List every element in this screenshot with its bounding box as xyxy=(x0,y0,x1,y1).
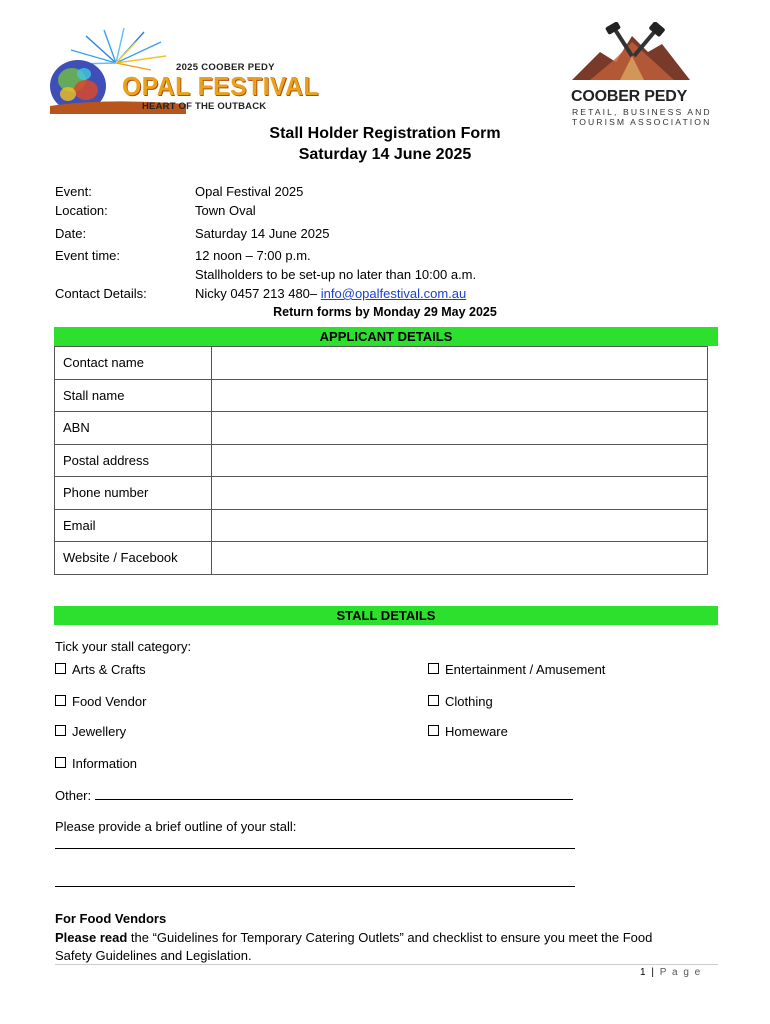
guidelines-text-2: Safety Guidelines and Legislation. xyxy=(55,947,252,963)
table-row xyxy=(55,379,708,412)
page-number-value: 1 xyxy=(640,967,648,978)
outline-input-line-2[interactable] xyxy=(55,873,575,887)
checkbox-label: Food Vendor xyxy=(72,694,147,709)
footer-divider xyxy=(55,964,718,965)
coober-pedy-association-logo xyxy=(570,22,692,82)
event-time-label: Event time: xyxy=(55,248,121,263)
association-name: COOBER PEDY xyxy=(571,88,688,105)
checkbox-food-vendor[interactable] xyxy=(55,694,146,709)
website-facebook-input[interactable] xyxy=(212,542,708,575)
other-label: Other: xyxy=(55,788,92,803)
outline-prompt: Please provide a brief outline of your stall: xyxy=(55,819,297,834)
mining-tools-icon xyxy=(570,22,692,82)
location-label: Location: xyxy=(55,203,108,218)
field-label: Phone number xyxy=(55,477,212,510)
checkbox-icon[interactable] xyxy=(55,725,66,736)
page-label: P a g e xyxy=(659,967,702,978)
outline-input-line-1[interactable] xyxy=(55,835,575,849)
guidelines-text-1: the “Guidelines for Temporary Catering Outlets” and checklist to ensure you meet the Food xyxy=(127,930,653,945)
postal-address-input[interactable] xyxy=(212,444,708,477)
location-value: Town Oval xyxy=(195,203,256,218)
association-subtitle-2: TOURISM ASSOCIATION xyxy=(572,117,712,127)
event-value: Opal Festival 2025 xyxy=(195,184,304,199)
field-label: Email xyxy=(55,509,212,542)
date-label: Date: xyxy=(55,226,87,241)
table-row xyxy=(55,412,708,445)
checkbox-label: Homeware xyxy=(445,724,508,739)
table-row xyxy=(55,477,708,510)
checkbox-label: Arts & Crafts xyxy=(72,662,146,677)
association-subtitle-1: RETAIL, BUSINESS AND xyxy=(572,107,712,117)
event-time-value: 12 noon – 7:00 p.m. xyxy=(195,248,311,263)
applicant-details-header: APPLICANT DETAILS xyxy=(54,327,718,346)
field-label: Postal address xyxy=(55,444,212,477)
contact-value xyxy=(195,286,466,301)
abn-input[interactable] xyxy=(212,412,708,445)
field-label: Stall name xyxy=(55,379,212,412)
form-title: Stall Holder Registration Form xyxy=(269,125,501,142)
setup-note: Stallholders to be set-up no later than 10:00 a.m. xyxy=(195,267,477,282)
checkbox-label: Clothing xyxy=(445,694,493,709)
checkbox-icon[interactable] xyxy=(428,725,439,736)
other-field xyxy=(55,788,573,803)
checkbox-label: Information xyxy=(72,756,138,771)
checkbox-entertainment[interactable] xyxy=(428,662,605,677)
stall-name-input[interactable] xyxy=(212,379,708,412)
contact-name-input[interactable] xyxy=(212,347,708,380)
table-row xyxy=(55,509,708,542)
applicant-details-table xyxy=(54,346,708,575)
field-label: Contact name xyxy=(55,347,212,380)
table-row xyxy=(55,542,708,575)
food-vendors-note xyxy=(55,929,725,964)
checkbox-icon[interactable] xyxy=(55,757,66,768)
festival-tagline: HEART OF THE OUTBACK xyxy=(142,101,267,112)
checkbox-clothing[interactable] xyxy=(428,694,493,709)
checkbox-icon[interactable] xyxy=(55,663,66,674)
checkbox-icon[interactable] xyxy=(428,695,439,706)
page-number: 1 | P a g e xyxy=(640,967,702,978)
checkbox-information[interactable] xyxy=(55,756,137,771)
checkbox-homeware[interactable] xyxy=(428,724,508,739)
checkbox-jewellery[interactable] xyxy=(55,724,126,739)
date-value: Saturday 14 June 2025 xyxy=(195,226,330,241)
checkbox-icon[interactable] xyxy=(428,663,439,674)
other-input-line[interactable] xyxy=(95,799,573,800)
table-row xyxy=(55,444,708,477)
checkbox-label: Entertainment / Amusement xyxy=(445,662,606,677)
email-input[interactable] xyxy=(212,509,708,542)
checkbox-label: Jewellery xyxy=(72,724,127,739)
contact-label: Contact Details: xyxy=(55,286,147,301)
contact-email-link[interactable]: info@opalfestival.com.au xyxy=(320,286,467,301)
field-label: Website / Facebook xyxy=(55,542,212,575)
form-date-title: Saturday 14 June 2025 xyxy=(298,146,472,163)
please-read-lead: Please read xyxy=(55,930,128,945)
checkbox-arts-crafts[interactable] xyxy=(55,662,146,677)
return-deadline: Return forms by Monday 29 May 2025 xyxy=(273,305,497,319)
food-vendors-heading: For Food Vendors xyxy=(55,911,167,926)
festival-name: OPAL FESTIVAL xyxy=(122,71,319,101)
festival-year-line: 2025 COOBER PEDY xyxy=(176,62,275,73)
table-row xyxy=(55,347,708,380)
checkbox-icon[interactable] xyxy=(55,695,66,706)
contact-phone: Nicky 0457 213 480– xyxy=(195,286,318,301)
stall-details-header: STALL DETAILS xyxy=(54,606,718,625)
field-label: ABN xyxy=(55,412,212,445)
stall-category-prompt: Tick your stall category: xyxy=(55,639,192,654)
event-label: Event: xyxy=(55,184,92,199)
phone-number-input[interactable] xyxy=(212,477,708,510)
